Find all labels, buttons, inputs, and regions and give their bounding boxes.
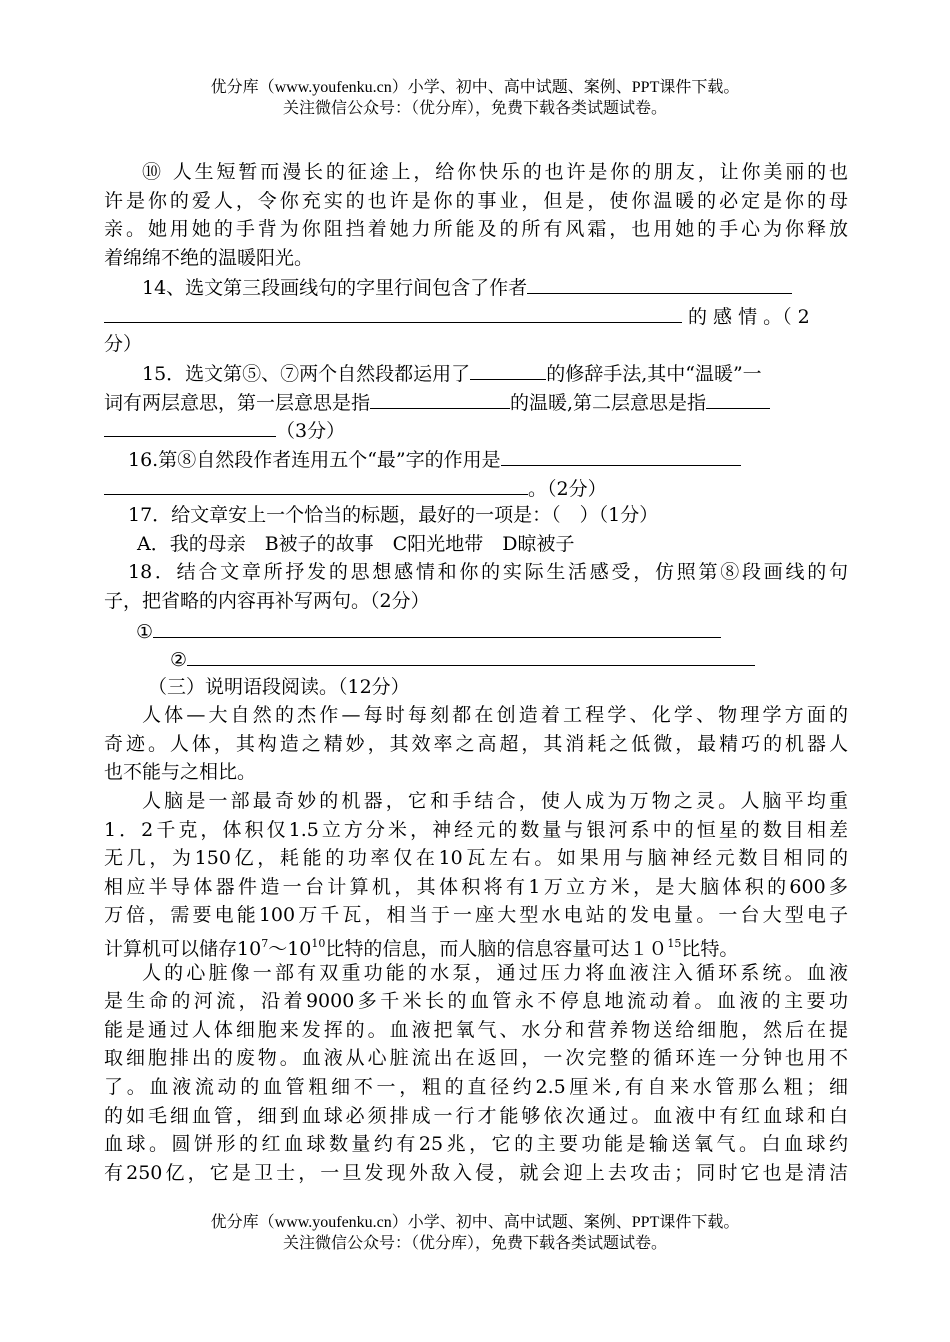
- footer-line-1: 优分库（www.youfenku.cn）小学、初中、高中试题、案例、PPT课件下载。: [210, 1214, 740, 1231]
- header-line-2: 关注微信公众号：（优分库），免费下载各类试题试卷。: [282, 100, 667, 117]
- question-14-line-3: 分）: [104, 332, 143, 355]
- document-body: [104, 158, 848, 1187]
- question-15-text-3: 词有两层意思，第一层意思是指: [104, 391, 371, 414]
- s3-p3-line-7: 血球。圆饼形的红血球数量约有25兆，它的主要功能是输送氧气。白血球约: [104, 1133, 848, 1156]
- question-15-line-2: [104, 387, 848, 416]
- s3-p2-line-1: 人脑是一部最奇妙的机器，它和手结合，使人成为万物之灵。人脑平均重: [142, 790, 848, 813]
- q15-blank-meaning-2a[interactable]: [706, 387, 770, 409]
- question-16-text: 16.第⑧自然段作者连用五个“最”字的作用是: [128, 448, 501, 471]
- passage10-line-4: 着绵绵不绝的温暖阳光。: [104, 246, 314, 269]
- question-15-line-3: [104, 415, 848, 444]
- q18-marker-1: ①: [136, 620, 154, 643]
- s3-p3-line-6: 的如毛细血管，细到血球必须排成一行才能够依次通过。血液中有红血球和白: [104, 1104, 848, 1127]
- question-18-line-2: 子，把省略的内容再补写两句。（2分）: [104, 589, 430, 612]
- page-footer: [0, 1212, 950, 1254]
- passage10-line-3: 亲。她用她的手背为你阻挡着她力所能及的所有风霜，也用她的手心为你释放: [104, 218, 848, 241]
- s3-p2-exponent-3: 15: [667, 937, 682, 951]
- question-17-options: A．我的母亲 B被子的故事 C阳光地带 D晾被子: [137, 532, 575, 555]
- q14-answer-blank-2[interactable]: [104, 301, 682, 323]
- section-3-title: （三）说明语段阅读。（12分）: [148, 675, 410, 698]
- q18-answer-blank-1[interactable]: [153, 616, 721, 638]
- s3-p1-line-2: 奇迹。人体，其构造之精妙，其效率之高超，其消耗之低微，最精巧的机器人: [104, 732, 848, 755]
- s3-p2-exponent-2: 10: [311, 937, 326, 951]
- s3-p2-text-2: ～10: [268, 938, 312, 961]
- s3-p2-line-3: 无几，为150亿，耗能的功率仅在10瓦左右。如果用与脑神经元数目相同的: [104, 847, 848, 870]
- question-15-text-2: 的修辞手法,其中“温暖”一: [546, 363, 762, 386]
- s3-p2-line-6: [104, 930, 848, 959]
- q15-blank-meaning-2b[interactable]: [104, 415, 276, 437]
- question-14-line-1: [104, 272, 848, 301]
- question-18-answer-2: [104, 644, 848, 673]
- question-18-line-1: 18．结合文章所抒发的思想感情和你的实际生活感受，仿照第⑧段画线的句: [128, 561, 848, 584]
- s3-p3-line-3: 能是通过人体细胞来发挥的。血液把氧气、水分和营养物送给细胞，然后在提: [104, 1018, 848, 1041]
- s3-p2-line-2: 1．2千克，体积仅1.5立方分米，神经元的数量与银河系中的恒星的数目相差: [104, 818, 848, 841]
- q16-answer-blank-2[interactable]: [104, 473, 528, 495]
- q16-answer-blank-1[interactable]: [501, 444, 741, 466]
- q18-marker-2: ②: [170, 649, 188, 672]
- s3-p3-line-5: 了。血液流动的血管粗细不一，粗的直径约2.5厘米,有自来水管那么粗；细: [104, 1076, 848, 1098]
- question-15-score: （3分）: [276, 420, 346, 443]
- footer-line-2: 关注微信公众号：（优分库），免费下载各类试题试卷。: [282, 1235, 667, 1252]
- question-18-answer-1: [104, 616, 848, 645]
- s3-p2-text-4: 比特。: [681, 938, 739, 961]
- s3-p2-text-1: 计算机可以储存10: [104, 938, 262, 961]
- question-14-text: 14、选文第三段画线句的字里行间包含了作者: [142, 277, 528, 300]
- question-16-line-1: [104, 444, 848, 473]
- question-15-text-4: 的温暖,第二层意思是指: [510, 391, 707, 414]
- s3-p2-line-5: 万倍，需要电能100万千瓦，相当于一座大型水电站的发电量。一台大型电子: [104, 904, 848, 927]
- question-15-line-1: [104, 358, 848, 387]
- s3-p3-line-2: 是生命的河流，沿着9000多千米长的血管永不停息地流动着。血液的主要功: [104, 990, 848, 1013]
- q15-blank-meaning-1[interactable]: [370, 387, 510, 409]
- s3-p3-line-8: 有250亿，它是卫士，一旦发现外敌入侵，就会迎上去攻击；同时它也是清洁: [104, 1161, 848, 1184]
- q14-answer-blank-1[interactable]: [527, 272, 792, 294]
- question-14-line-2: [104, 301, 848, 330]
- question-17: 17．给文章安上一个恰当的标题，最好的一项是：（ ）（1分）: [128, 504, 659, 527]
- header-line-1: 优分库（www.youfenku.cn）小学、初中、高中试题、案例、PPT课件下载。: [210, 79, 740, 96]
- s3-p3-line-4: 取细胞排出的废物。血液从心脏流出在返回，一次完整的循环连一分钟也用不: [104, 1047, 848, 1070]
- s3-p2-line-4: 相应半导体器件造一台计算机，其体积将有1万立方米，是大脑体积的600多: [104, 875, 848, 898]
- question-16-score: 。（2分）: [528, 477, 607, 500]
- s3-p1-line-1: 人体—大自然的杰作—每时每刻都在创造着工程学、化学、物理学方面的: [142, 704, 848, 727]
- question-16-line-2: [104, 473, 848, 502]
- q15-blank-rhetoric[interactable]: [470, 358, 546, 380]
- page-header: [0, 77, 950, 119]
- q18-answer-blank-2[interactable]: [187, 644, 755, 666]
- s3-p2-exponent-1: 7: [261, 937, 269, 951]
- s3-p3-line-1: 人的心脏像一部有双重功能的水泵，通过压力将血液注入循环系统。血液: [142, 961, 848, 984]
- question-14-suffix: 的 感 情 。（ 2: [688, 305, 810, 328]
- question-15-text-1: 15．选文第⑤、⑦两个自然段都运用了: [142, 363, 471, 386]
- passage10-line-2: 许是你的爱人，令你充实的也许是你的事业，但是，使你温暖的必定是你的母: [104, 189, 848, 212]
- s3-p1-line-3: 也不能与之相比。: [104, 761, 257, 784]
- s3-p2-text-3: 比特的信息，而人脑的信息容量可达１０: [325, 938, 668, 961]
- passage10-line-1: ⑩ 人生短暂而漫长的征途上，给你快乐的也许是你的朋友，让你美丽的也: [142, 161, 848, 183]
